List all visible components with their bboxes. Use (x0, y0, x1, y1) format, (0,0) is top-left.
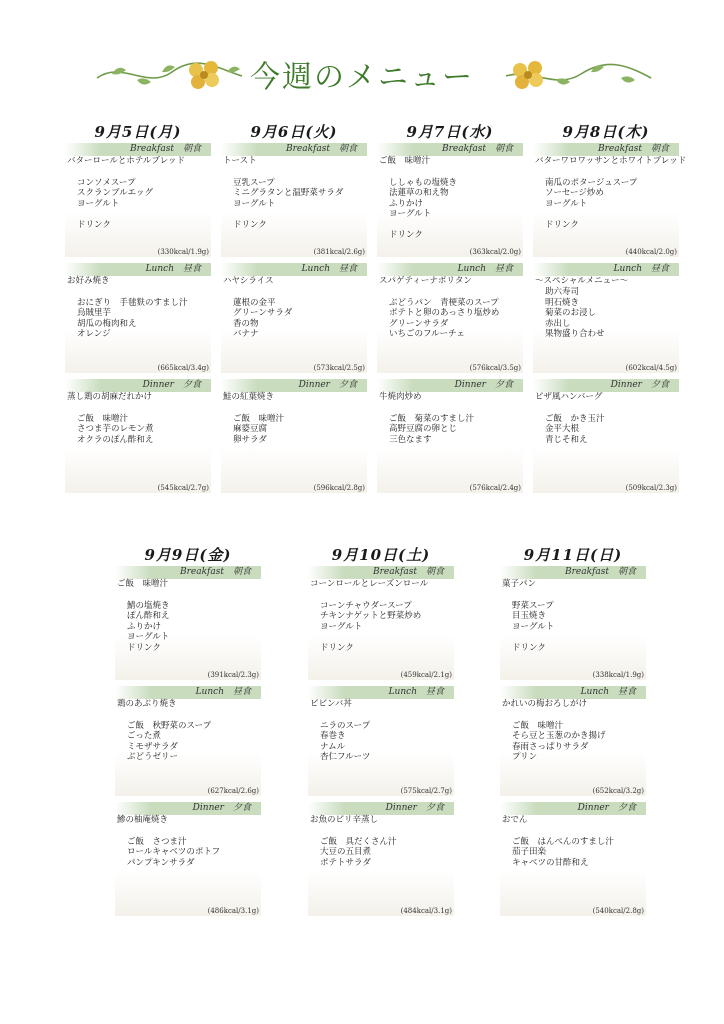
side-dish: 高野豆腐の卵とじ (389, 424, 458, 434)
side-dish: ご飯 味噌汁 (233, 413, 285, 424)
side-dish-list (221, 287, 367, 340)
main-dish: ～スペシャルメニュー～ (535, 276, 629, 286)
main-dish: ハヤシライス (223, 276, 274, 286)
calorie-info: (652kcal/3.2g) (592, 787, 644, 795)
main-dish: 蒸し鶏の胡麻だれかけ (67, 392, 153, 402)
side-dish: オレンジ (77, 329, 111, 339)
main-dish: おでん (502, 815, 528, 825)
calorie-info: (575kcal/2.7g) (400, 787, 452, 795)
side-dish (233, 167, 367, 178)
breakfast-body (377, 156, 523, 257)
side-dish: ヨーグルト (127, 632, 170, 642)
side-dish (545, 403, 679, 414)
lunch-header: Lunch 昼食 (533, 263, 679, 276)
dinner-body (500, 815, 646, 916)
side-dish-list (115, 826, 261, 868)
dinner-section (221, 379, 367, 493)
side-dish: ふりかけ (389, 198, 424, 209)
dinner-header: Dinner 夕食 (221, 379, 367, 392)
breakfast-header: Breakfast 朝食 (308, 566, 454, 579)
day-date: 9月7日(水) (406, 123, 494, 141)
calorie-info: (573kcal/2.5g) (313, 364, 365, 372)
main-dish: バターロールとホテルブレッド (67, 156, 185, 166)
breakfast-body (65, 156, 211, 257)
lunch-header: Lunch 昼食 (115, 686, 261, 699)
day-column (308, 544, 454, 922)
side-dish (77, 167, 211, 178)
side-dish: さつま芋のレモン煮 (77, 424, 154, 434)
side-dish: ぶどうパン 青梗菜のスープ (389, 297, 499, 308)
lunch-body (308, 699, 454, 796)
breakfast-section (500, 566, 646, 680)
side-dish: ニラのスープ (320, 720, 371, 731)
side-dish: ドリンク (545, 219, 579, 230)
side-dish: ぽん酢和え (127, 611, 170, 621)
lunch-body (377, 276, 523, 373)
breakfast-header: Breakfast 朝食 (377, 143, 523, 156)
lunch-body (221, 276, 367, 373)
lunch-section (115, 686, 261, 796)
side-dish: ドリンク (320, 642, 354, 653)
breakfast-header: Breakfast 朝食 (115, 566, 261, 579)
side-dish: いちごのフルーチェ (389, 329, 465, 339)
dinner-body (115, 815, 261, 916)
side-dish: 法蓮草の和え物 (389, 188, 449, 198)
lunch-body (533, 276, 679, 373)
side-dish: ご飯 秋野菜のスープ (127, 720, 212, 731)
calorie-info: (330kcal/1.9g) (157, 248, 209, 256)
main-dish: お魚のピリ辛蒸し (310, 815, 379, 825)
breakfast-header: Breakfast 朝食 (533, 143, 679, 156)
lunch-section (221, 263, 367, 373)
side-dish-list (65, 403, 211, 445)
day-date: 9月6日(火) (250, 123, 338, 141)
dinner-header: Dinner 夕食 (500, 802, 646, 815)
side-dish (233, 287, 367, 298)
calorie-info: (545kcal/2.7g) (157, 484, 209, 492)
lunch-section (533, 263, 679, 373)
dinner-body (377, 392, 523, 493)
side-dish (77, 403, 211, 414)
side-dish: 豆乳スープ (233, 177, 275, 188)
side-dish: ヨーグルト (233, 198, 276, 209)
side-dish: 杏仁フルーツ (320, 752, 371, 762)
main-dish: バターワロワッサンとホワイトブレッド (535, 156, 687, 166)
side-dish: ご飯 菊菜のすまし汁 (389, 413, 475, 424)
side-dish: 南瓜のポタージュスープ (545, 177, 638, 188)
calorie-info: (540kcal/2.8g) (592, 907, 644, 915)
side-dish: 野菜スープ (512, 600, 554, 611)
side-dish: ポテトと卵のあっさり塩炒め (389, 308, 500, 318)
lunch-header: Lunch 昼食 (65, 263, 211, 276)
lunch-header: Lunch 昼食 (377, 263, 523, 276)
flower-vine-right-icon (496, 50, 656, 100)
side-dish: ご飯 さつま汁 (127, 836, 187, 847)
side-dish-list (533, 167, 679, 230)
main-dish: 鮭の紅葉焼き (223, 392, 275, 402)
side-dish (233, 403, 367, 414)
side-dish: キャベツの甘酢和え (512, 857, 589, 868)
dinner-section (500, 802, 646, 916)
lunch-section (377, 263, 523, 373)
side-dish-list (533, 403, 679, 445)
side-dish: 春雨さっぱりサラダ (512, 741, 589, 752)
side-dish: 菊菜のお浸し (545, 308, 597, 318)
day-column (115, 544, 261, 922)
side-dish: チキンナゲットと野菜炒め (320, 611, 422, 621)
lunch-section (65, 263, 211, 373)
side-dish: ぶどうゼリー (127, 752, 179, 762)
side-dish: 青じそ和え (545, 434, 588, 445)
main-dish: 鶏のあぶり焼き (117, 699, 177, 709)
side-dish-list (500, 826, 646, 868)
dinner-section (308, 802, 454, 916)
dinner-section (533, 379, 679, 493)
side-dish (320, 710, 454, 721)
side-dish: ドリンク (233, 219, 267, 230)
side-dish (127, 710, 261, 721)
calorie-info: (486kcal/3.1g) (207, 907, 259, 915)
side-dish-list (115, 590, 261, 653)
side-dish: 烏賊里芋 (77, 308, 112, 318)
side-dish: ご飯 はんぺんのすまし汁 (512, 836, 614, 847)
side-dish (389, 167, 523, 178)
side-dish-list (308, 826, 454, 868)
side-dish: ヨーグルト (320, 621, 363, 632)
side-dish-list (500, 710, 646, 763)
day-column (65, 121, 211, 499)
breakfast-section (308, 566, 454, 680)
side-dish: ナムル (320, 741, 346, 752)
side-dish (320, 590, 454, 601)
side-dish: コンソメスープ (77, 177, 136, 188)
side-dish: ポテトサラダ (320, 857, 371, 868)
side-dish: 麻婆豆腐 (233, 424, 268, 434)
page-title: 今週のメニュー (250, 60, 474, 95)
side-dish: コーンチャウダースープ (320, 600, 412, 611)
side-dish: ヨーグルト (545, 198, 588, 209)
dinner-body (308, 815, 454, 916)
side-dish: ドリンク (127, 642, 161, 653)
calorie-info: (391kcal/2.3g) (207, 671, 259, 679)
side-dish (77, 287, 211, 298)
side-dish-list (308, 590, 454, 653)
side-dish: ドリンク (389, 230, 423, 240)
side-dish: ヨーグルト (512, 621, 555, 632)
side-dish (233, 209, 367, 220)
side-dish: バナナ (233, 329, 259, 339)
side-dish: パンプキンサラダ (127, 857, 195, 868)
side-dish: 茄子田楽 (512, 847, 547, 857)
side-dish (512, 632, 646, 643)
side-dish: 目玉焼き (512, 611, 547, 621)
side-dish (320, 826, 454, 837)
lunch-header: Lunch 昼食 (221, 263, 367, 276)
main-dish: お好み焼き (67, 276, 110, 286)
side-dish: ソーセージ炒め (545, 188, 604, 198)
breakfast-header: Breakfast 朝食 (500, 566, 646, 579)
side-dish: ご飯 味噌汁 (77, 413, 129, 424)
lunch-body (65, 276, 211, 373)
main-dish: スパゲティーナポリタン (379, 276, 472, 286)
side-dish: ミニグラタンと温野菜サラダ (233, 188, 344, 198)
main-dish: かれいの梅おろしがけ (502, 699, 588, 709)
day-date: 9月11日(日) (523, 546, 623, 564)
dinner-header: Dinner 夕食 (308, 802, 454, 815)
side-dish: 鯖の塩焼き (127, 600, 170, 611)
main-dish: コーンロールとレーズンロール (310, 579, 429, 589)
dinner-header: Dinner 夕食 (377, 379, 523, 392)
main-dish: 牛焼肉炒め (379, 392, 422, 402)
side-dish (320, 632, 454, 643)
side-dish (512, 590, 646, 601)
calorie-info: (363kcal/2.0g) (469, 248, 521, 256)
breakfast-header: Breakfast 朝食 (65, 143, 211, 156)
side-dish (389, 403, 523, 414)
breakfast-section (115, 566, 261, 680)
calorie-info: (484kcal/3.1g) (400, 907, 452, 915)
breakfast-header: Breakfast 朝食 (221, 143, 367, 156)
side-dish: 助六寿司 (545, 287, 580, 297)
main-dish: ビビンバ丼 (310, 699, 352, 709)
dinner-header: Dinner 夕食 (65, 379, 211, 392)
breakfast-body (308, 579, 454, 680)
side-dish: 春巻き (320, 731, 346, 741)
side-dish (389, 220, 523, 231)
side-dish-list (65, 287, 211, 340)
side-dish: ロールキャベツのポトフ (127, 847, 221, 857)
side-dish-list (533, 287, 679, 340)
side-dish (545, 167, 679, 178)
side-dish: ご飯 味噌汁 (512, 720, 564, 731)
main-dish: 鯵の柚庵焼き (117, 815, 169, 825)
side-dish: おにぎり 手毬麩のすまし汁 (77, 297, 188, 308)
side-dish: スクランブルエッグ (77, 188, 153, 198)
side-dish (545, 209, 679, 220)
side-dish-list (377, 403, 523, 445)
dinner-section (65, 379, 211, 493)
side-dish: ヨーグルト (77, 198, 120, 209)
breakfast-body (221, 156, 367, 257)
side-dish: 蓮根の金平 (233, 297, 276, 308)
side-dish: 赤出し (545, 318, 571, 329)
day-date: 9月5日(月) (94, 123, 182, 141)
side-dish-list (115, 710, 261, 763)
side-dish: 金平大根 (545, 424, 580, 434)
side-dish: ふりかけ (127, 621, 162, 632)
main-dish: ピザ風ハンバーグ (535, 392, 603, 402)
side-dish: ごった煮 (127, 731, 161, 741)
dinner-body (533, 392, 679, 493)
side-dish: オクラのぽん酢和え (77, 434, 154, 445)
lunch-section (308, 686, 454, 796)
breakfast-section (533, 143, 687, 257)
lunch-header: Lunch 昼食 (500, 686, 646, 699)
main-dish: トースト (223, 156, 257, 166)
breakfast-section (221, 143, 367, 257)
side-dish: 三色なます (389, 434, 432, 445)
calorie-info: (459kcal/2.1g) (400, 671, 452, 679)
calorie-info: (627kcal/2.6g) (207, 787, 259, 795)
day-column (500, 544, 646, 922)
lunch-section (500, 686, 646, 796)
main-dish: ご飯 味噌汁 (379, 156, 431, 166)
side-dish (389, 287, 523, 298)
main-dish: 菓子パン (502, 579, 537, 589)
side-dish (127, 590, 261, 601)
side-dish: ドリンク (512, 642, 546, 653)
side-dish-list (65, 167, 211, 230)
dinner-section (115, 802, 261, 916)
dinner-body (65, 392, 211, 493)
calorie-info: (509kcal/2.3g) (625, 484, 677, 492)
side-dish-list (500, 590, 646, 653)
dinner-header: Dinner 夕食 (115, 802, 261, 815)
side-dish: ご飯 かき玉汁 (545, 413, 605, 424)
calorie-info: (665kcal/3.4g) (157, 364, 209, 372)
side-dish: 明石焼き (545, 297, 580, 308)
side-dish: ヨーグルト (389, 209, 432, 219)
dinner-section (377, 379, 523, 493)
side-dish: 胡瓜の梅肉和え (77, 318, 137, 329)
main-dish: ご飯 味噌汁 (117, 579, 169, 589)
side-dish: ドリンク (77, 219, 111, 230)
side-dish-list (308, 710, 454, 763)
side-dish-list (377, 287, 523, 340)
side-dish: 大豆の五目煮 (320, 847, 372, 857)
lunch-header: Lunch 昼食 (308, 686, 454, 699)
breakfast-section (377, 143, 523, 257)
breakfast-body (115, 579, 261, 680)
calorie-info: (338kcal/1.9g) (592, 671, 644, 679)
calorie-info: (576kcal/3.5g) (469, 364, 521, 372)
calorie-info: (576kcal/2.4g) (469, 484, 521, 492)
side-dish: グリーンサラダ (389, 318, 449, 329)
side-dish: ししゃもの塩焼き (389, 177, 458, 188)
side-dish: グリーンサラダ (233, 308, 293, 318)
side-dish: 果物盛り合わせ (545, 329, 605, 339)
side-dish (77, 209, 211, 220)
breakfast-body (533, 156, 687, 257)
side-dish: そら豆と玉葱のかき揚げ (512, 731, 606, 741)
day-column (377, 121, 523, 499)
side-dish-list (221, 167, 367, 230)
side-dish (512, 710, 646, 721)
day-date: 9月10日(土) (331, 546, 431, 564)
day-column (221, 121, 367, 499)
dinner-header: Dinner 夕食 (533, 379, 679, 392)
side-dish: 卵サラダ (233, 434, 267, 445)
side-dish (127, 826, 261, 837)
side-dish (512, 826, 646, 837)
day-date: 9月8日(木) (562, 123, 650, 141)
side-dish: プリン (512, 752, 538, 762)
side-dish: ミモザサラダ (127, 741, 178, 752)
breakfast-body (500, 579, 646, 680)
calorie-info: (602kcal/4.5g) (625, 364, 677, 372)
side-dish: ご飯 具だくさん汁 (320, 836, 397, 847)
side-dish-list (221, 403, 367, 445)
day-date: 9月9日(金) (144, 546, 232, 564)
breakfast-section (65, 143, 211, 257)
calorie-info: (381kcal/2.6g) (313, 248, 365, 256)
calorie-info: (596kcal/2.8g) (313, 484, 365, 492)
lunch-body (115, 699, 261, 796)
day-column (533, 121, 687, 499)
lunch-body (500, 699, 646, 796)
calorie-info: (440kcal/2.0g) (625, 248, 677, 256)
side-dish: 香の物 (233, 318, 259, 329)
dinner-body (221, 392, 367, 493)
side-dish-list (377, 167, 523, 241)
